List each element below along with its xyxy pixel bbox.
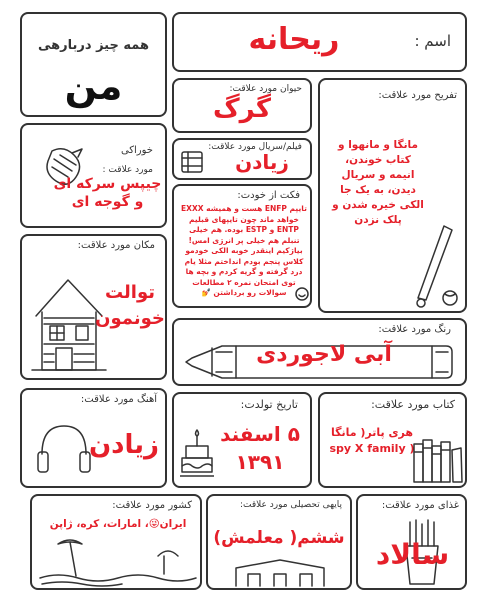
- beach-icon: [38, 536, 198, 588]
- fact-value: تایپم ENFP هست و همیشه EXXX خواهد ماند چون تایپهای قبلیم ENTP و ESTP بوده. هم خیلی تنبلم هم خیلی پر انرژی امس! بیاژکیم اینقدر خوبه الکی خودمو کلاس پنجم بودم انداختم مثلا یام درد گرفته و گریه کردم و بچه ها توی امتحان نمره ۲ مطالعات سوالات رو برداشتن 💅: [181, 204, 307, 297]
- baseball-bat-icon: [408, 220, 466, 312]
- book-value-line2: ( spy X family: [329, 442, 415, 455]
- fav-food-label: غذای مورد علاقت:: [381, 500, 459, 511]
- books-icon: [412, 436, 464, 484]
- song-box: [20, 388, 167, 488]
- place-label: مکان مورد علاقت:: [77, 240, 155, 251]
- about-me-box: [20, 12, 167, 117]
- fav-food-value: سالاد: [375, 538, 450, 571]
- about-me-title: همه چیز دربارهی: [38, 38, 149, 53]
- about-me-value: من: [64, 64, 123, 108]
- movie-box: [172, 138, 312, 180]
- name-label: اسم :: [414, 32, 451, 50]
- name-box: [172, 12, 467, 72]
- grade-box: [206, 494, 352, 590]
- snack-value: چیپس سرکه ای و گوجه ای: [53, 176, 162, 210]
- country-box: [30, 494, 202, 590]
- cake-icon: [180, 428, 214, 484]
- country-label: کشور مورد علاقت:: [112, 500, 192, 511]
- snack-box: [20, 123, 167, 228]
- animal-box: [172, 78, 312, 133]
- song-value: زیادن: [88, 430, 160, 460]
- book-value-line1: هری پاتر( مانگا: [330, 426, 414, 439]
- book-box: [318, 392, 467, 488]
- movie-label: فیلم/سریال مورد علاقت:: [208, 142, 302, 152]
- fact-label: فکت از خودت:: [237, 190, 300, 201]
- hobbies-box: [318, 78, 467, 313]
- film-icon: [180, 150, 204, 174]
- country-value: ایران😜، امارات، کره، ژاپن: [49, 518, 187, 530]
- place-value: توالت خونمون: [95, 282, 165, 329]
- fact-box: [172, 184, 312, 308]
- color-value: آبی لاجوردی: [256, 342, 392, 367]
- name-value: ریحانه: [248, 22, 340, 57]
- song-label: آهنگ مورد علاقت:: [80, 394, 157, 405]
- grade-label: پایهی تحصیلی مورد علاقت:: [239, 500, 342, 510]
- book-label: کتاب مورد علاقت:: [371, 398, 455, 411]
- place-box: [20, 234, 167, 380]
- birthday-label: تاریخ تولدت:: [240, 398, 298, 411]
- movie-value: زیادن: [235, 150, 289, 174]
- birthday-box: [172, 392, 312, 488]
- snack-title: خوراکی: [120, 145, 153, 156]
- school-icon: [230, 558, 330, 588]
- hobbies-label: تفریح مورد علاقت:: [378, 90, 457, 101]
- hobbies-value: مانگا و مانهوا و کتاب خوندن، انیمه و سریال دیدن، به یک جا الکی خیره شدن و پلک نزدن: [332, 139, 424, 226]
- animal-label: حیوان مورد علاقت:: [229, 84, 302, 94]
- birthday-value-line2: ۱۳۹۱: [235, 450, 285, 474]
- snack-label: مورد علاقت :: [102, 165, 153, 175]
- color-box: [172, 318, 467, 386]
- grade-value: ششم( معلمش): [213, 528, 345, 548]
- birthday-value-line1: ۵ اسفند: [220, 422, 300, 446]
- color-label: رنگ مورد علاقت:: [378, 324, 451, 335]
- fav-food-box: [356, 494, 467, 590]
- animal-value: گرگ: [213, 94, 271, 124]
- smiley-icon: [294, 286, 310, 302]
